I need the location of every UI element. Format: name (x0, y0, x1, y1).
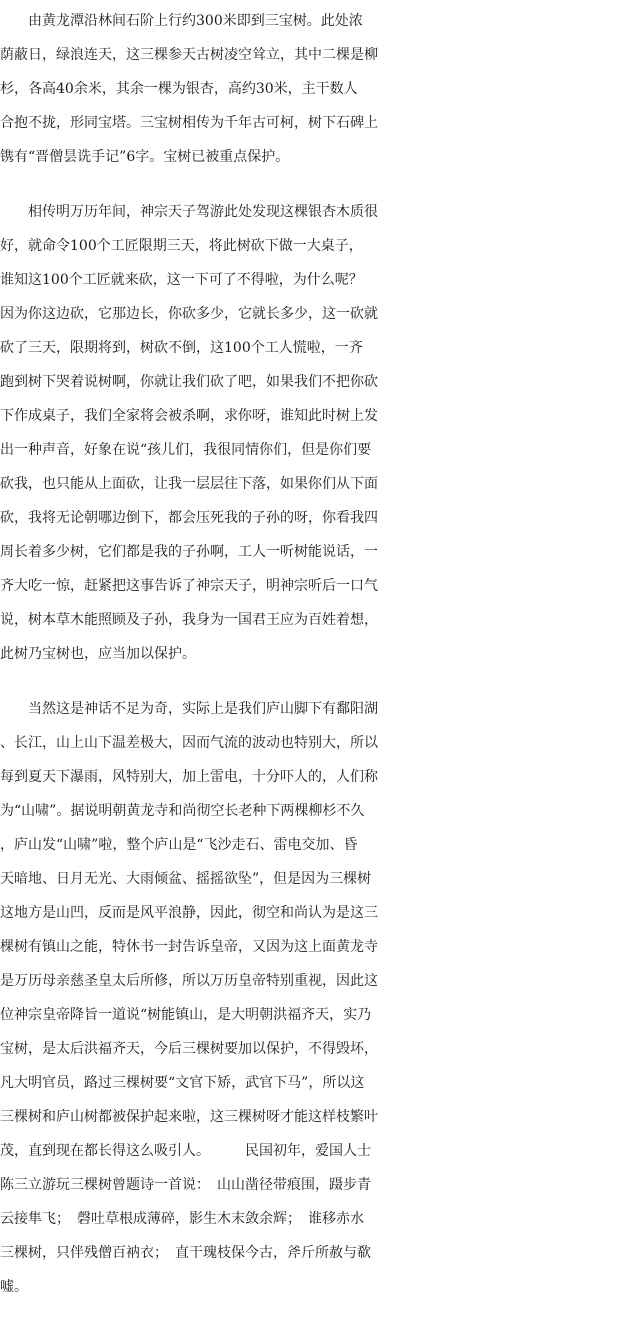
text-line: 茂，直到现在都长得这么吸引人。 民国初年，爱国人士 (0, 1143, 371, 1159)
text-line: 跑到树下哭着说树啊，你就让我们砍了吧，如果我们不把你砍 (0, 374, 378, 390)
text-line: 出一种声音，好象在说“孩儿们，我很同情你们，但是你们要 (0, 442, 372, 458)
text-line: 棵树有镇山之能，特休书一封告诉皇帝，又因为这上面黄龙寺 (0, 939, 378, 955)
text-line: 嘘。 (0, 1279, 28, 1295)
text-line: 镌有“晋僧昙诜手记”6字。宝树已被重点保护。 (0, 149, 290, 165)
text-line: 周长着多少树，它们都是我的子孙啊，工人一听树能说话，一 (0, 544, 378, 560)
text-line: 下作成桌子，我们全家将会被杀啊，求你呀，谁知此时树上发 (0, 408, 378, 424)
text-line: 凡大明官员，路过三棵树要“文官下矫，武官下马”，所以这 (0, 1075, 365, 1091)
text-line: 云接隼飞； 磬吐草根成薄碎，影生木末敛余辉； 谁移赤水 (0, 1211, 364, 1227)
text-line: 砍，我将无论朝哪边倒下，都会压死我的子孙的呀，你看我四 (0, 510, 378, 526)
text-line: 这地方是山凹，反而是风平浪静，因此，彻空和尚认为是这三 (0, 905, 378, 921)
text-line: 由黄龙潭沿林间石阶上行约300米即到三宝树。此处浓 (0, 13, 363, 29)
text-line: 三棵树，只伴残僧百衲衣； 直干瑰枝保今古，斧斤所赦与欷 (0, 1245, 371, 1261)
text-line: 每到夏天下瀑雨，风特别大，加上雷电，十分吓人的，人们称 (0, 769, 378, 785)
text-line: 为“山啸”。据说明朝黄龙寺和尚彻空长老种下两棵柳杉不久 (0, 803, 365, 819)
text-line: 位神宗皇帝降旨一道说“树能镇山，是大明朝洪福齐天，实乃 (0, 1007, 372, 1023)
text-line: 因为你这边砍，它那边长，你砍多少，它就长多少，这一砍就 (0, 306, 378, 322)
text-line: 砍了三天，限期将到，树砍不倒，这100个工人慌啦，一齐 (0, 340, 363, 356)
text-line: 杉，各高40余米，其余一棵为银杏，高约30米，主干数人 (0, 81, 358, 97)
text-line: 天暗地、日月无光、大雨倾盆、摇摇欲坠”，但是因为三棵树 (0, 871, 372, 887)
text-line: 此树乃宝树也，应当加以保护。 (0, 646, 196, 662)
text-line: 当然这是神话不足为奇，实际上是我们庐山脚下有鄱阳湖 (0, 701, 378, 717)
text-line: 说，树本草木能照顾及子孙，我身为一国君王应为百姓着想， (0, 612, 378, 628)
text-line: 宝树，是太后洪福齐天，今后三棵树要加以保护，不得毁坏， (0, 1041, 378, 1057)
text-line: 砍我，也只能从上面砍，让我一层层往下落，如果你们从下面 (0, 476, 378, 492)
text-line: ，庐山发“山啸”啦，整个庐山是“飞沙走石、雷电交加、昏 (0, 837, 358, 853)
text-line: 谁知这100个工匠就来砍，这一下可了不得啦，为什么呢？ (0, 272, 363, 288)
text-line: 三棵树和庐山树都被保护起来啦，这三棵树呀才能这样枝繁叶 (0, 1109, 378, 1125)
text-line: 好，就命令100个工匠限期三天，将此树砍下做一大桌子， (0, 238, 363, 254)
text-line: 合抱不拢，形同宝塔。三宝树相传为千年古可柯，树下石碑上 (0, 115, 378, 131)
text-line: 陈三立游玩三棵树曾题诗一首说： 山山凿径带痕围，蹑步青 (0, 1177, 371, 1193)
text-line: 相传明万历年间，神宗天子驾游此处发现这棵银杏木质很 (0, 204, 378, 220)
text-line: 荫蔽日，绿浪连天，这三棵参天古树凌空耸立，其中二棵是柳 (0, 47, 378, 63)
text-line: 齐大吃一惊，赶紧把这事告诉了神宗天子，明神宗听后一口气 (0, 578, 378, 594)
text-line: 是万历母亲慈圣皇太后所修，所以万历皇帝特别重视，因此这 (0, 973, 378, 989)
text-line: 、长江，山上山下温差极大，因而气流的波动也特别大，所以 (0, 735, 378, 751)
